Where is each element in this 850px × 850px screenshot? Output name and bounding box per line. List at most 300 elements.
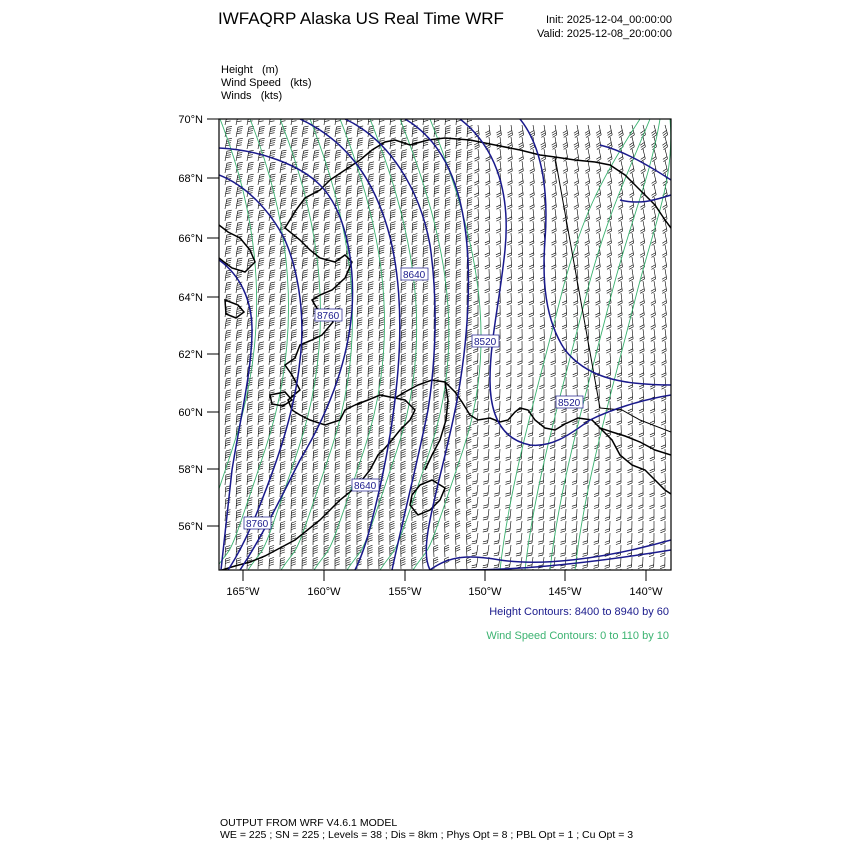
wind-barb: [291, 138, 298, 149]
wind-barb: [225, 282, 231, 293]
wind-barb: [638, 509, 643, 521]
wind-barb: [605, 461, 610, 473]
wind-barb: [485, 281, 490, 293]
wind-barb: [247, 450, 253, 461]
wind-barb: [640, 221, 645, 233]
wind-barb: [529, 305, 534, 317]
wind-barb: [335, 402, 340, 414]
wind-barb: [324, 497, 329, 509]
wind-barb: [529, 209, 534, 221]
wind-barb: [474, 245, 479, 257]
wind-barb: [302, 533, 307, 545]
wind-barb: [507, 317, 512, 329]
wind-barb: [518, 329, 523, 341]
wind-barb: [247, 426, 253, 437]
wind-barb: [485, 257, 490, 269]
wind-barb: [640, 233, 645, 245]
wind-barb: [661, 413, 666, 425]
wind-barb: [574, 173, 579, 185]
wind-barb: [302, 545, 307, 557]
wind-barb: [236, 378, 242, 389]
wind-barb: [302, 294, 308, 305]
wind-barb: [324, 390, 329, 402]
wind-barb: [661, 365, 666, 377]
wind-barb: [280, 174, 287, 185]
wind-barb: [445, 269, 450, 281]
wind-barb: [561, 449, 566, 461]
wind-barb: [269, 258, 275, 269]
wind-barb: [640, 305, 645, 317]
wind-barb: [516, 545, 522, 556]
wind-barb: [357, 533, 362, 545]
wind-barb: [639, 425, 644, 437]
wind-barb: [484, 305, 489, 317]
wind-barb: [357, 342, 362, 354]
wind-barb: [474, 173, 479, 185]
wind-barb: [628, 341, 633, 353]
wind-barb: [638, 497, 643, 509]
wind-barb: [412, 210, 418, 221]
wind-barb: [379, 186, 385, 197]
wind-barb: [247, 414, 253, 425]
wind-barb: [661, 509, 666, 521]
wind-barb: [618, 233, 623, 245]
wind-barb: [539, 377, 544, 389]
wind-barb: [484, 437, 490, 448]
wind-barb: [390, 329, 395, 341]
wind-barb: [302, 473, 307, 485]
wind-barb: [649, 533, 654, 545]
wind-barb: [563, 137, 568, 149]
wind-barb: [506, 389, 511, 401]
contour-label: [401, 268, 428, 281]
wind-barb: [638, 557, 643, 569]
wind-barb: [467, 461, 472, 473]
wind-barb: [280, 258, 286, 269]
wind-barb: [445, 126, 451, 137]
wind-barb: [550, 389, 555, 401]
wind-barb: [627, 533, 632, 545]
wind-barb: [258, 486, 263, 497]
wind-barb: [572, 509, 577, 521]
wind-barb: [574, 197, 579, 209]
wind-barb: [516, 485, 522, 496]
wind-barb: [607, 257, 612, 269]
wind-barb: [225, 366, 231, 377]
wind-barb: [247, 198, 254, 209]
wind-barb: [472, 437, 478, 448]
wind-barb: [516, 569, 522, 580]
wind-barb: [595, 293, 600, 305]
wind-barb: [516, 509, 522, 520]
longitude-axis: [243, 570, 646, 581]
wind-barb: [247, 138, 254, 149]
wind-barb: [280, 198, 286, 209]
wind-barb: [291, 509, 296, 521]
wind-barb: [456, 413, 461, 425]
wind-barb: [618, 305, 623, 317]
wind-barb: [445, 485, 450, 497]
wind-barb: [467, 162, 472, 174]
wind-barb: [607, 149, 612, 162]
wind-barb: [629, 197, 634, 210]
wind-barb: [661, 401, 666, 413]
wind-barb: [606, 389, 611, 401]
wind-barb: [538, 521, 544, 532]
wind-barb: [379, 413, 384, 425]
wind-barb: [640, 137, 645, 150]
wind-barb: [236, 114, 243, 125]
wind-barb: [280, 450, 285, 461]
wind-barb: [423, 365, 428, 377]
wind-barb: [269, 342, 275, 353]
wind-barb: [627, 557, 632, 569]
wind-barb: [518, 257, 523, 269]
wind-barb: [335, 437, 340, 449]
wind-barb: [474, 137, 479, 149]
wind-barb: [661, 473, 666, 485]
wind-barb: [346, 557, 351, 569]
wind-barb: [572, 449, 577, 461]
lat-label: 60°N: [178, 407, 203, 419]
wind-barb: [474, 185, 479, 197]
wind-barb: [225, 354, 231, 365]
wind-barb: [346, 306, 352, 317]
wind-barb: [519, 173, 524, 185]
wind-barb: [390, 126, 396, 137]
wind-barb: [456, 210, 461, 222]
wind-barb: [505, 545, 511, 556]
wind-barb: [639, 389, 644, 401]
wind-barb: [247, 402, 253, 413]
wind-barb: [401, 461, 406, 473]
wind-barb: [594, 509, 599, 521]
wind-barb: [627, 521, 632, 533]
wind-barb: [280, 186, 286, 197]
wind-barb: [357, 497, 362, 509]
wind-barb: [594, 533, 599, 545]
wind-barb: [617, 413, 622, 425]
wind-barb: [594, 557, 600, 568]
wind-barb: [649, 557, 654, 569]
height-contour: [600, 145, 671, 180]
wind-barb: [649, 521, 654, 533]
wind-barb: [258, 258, 264, 269]
lat-label: 58°N: [178, 464, 203, 476]
wind-barb: [368, 258, 374, 269]
wind-barb: [456, 365, 461, 377]
lon-label: 155°W: [388, 586, 422, 598]
wind-barb: [661, 437, 666, 449]
wind-barb: [269, 306, 275, 317]
wind-barb: [390, 389, 395, 401]
wind-barb: [495, 449, 501, 460]
wind-barb: [247, 462, 253, 473]
wind-barb: [485, 125, 490, 137]
wind-barb: [291, 282, 297, 293]
wind-barb: [324, 521, 329, 533]
wind-barb: [236, 354, 242, 365]
wind-barb: [236, 474, 242, 485]
wind-barb: [485, 293, 490, 305]
wind-barb: [529, 233, 534, 245]
wind-barb: [506, 461, 512, 472]
wind-barb: [434, 545, 439, 557]
wind-barb: [313, 533, 318, 545]
wind-contour-legend: Wind Speed Contours: 0 to 110 by 10: [486, 630, 669, 642]
wind-barb: [518, 341, 523, 353]
wind-barb: [650, 425, 655, 437]
wind-barb: [583, 449, 588, 461]
wind-barb: [516, 521, 522, 532]
footer-config: WE = 225 ; SN = 225 ; Levels = 38 ; Dis = 8km ; Phys Opt = 8 ; PBL Opt = 1 ; Cu Opt = 3: [220, 829, 634, 841]
wind-barb: [562, 317, 567, 329]
wind-barb: [280, 509, 285, 521]
wind-barb: [313, 138, 319, 149]
wind-barb: [357, 258, 363, 269]
wind-barb: [639, 401, 644, 413]
wind-barb: [335, 294, 341, 305]
wind-barb: [258, 234, 264, 245]
wind-barb: [455, 545, 460, 557]
wind-barb: [527, 497, 533, 508]
wind-barb: [280, 270, 286, 281]
wind-barb: [390, 282, 395, 294]
wind-barb: [379, 533, 384, 545]
wind-barb: [585, 173, 590, 185]
wind-barb: [313, 150, 319, 161]
wind-barb: [495, 437, 500, 448]
wind-barb: [474, 233, 479, 245]
wind-barb: [390, 341, 395, 353]
wind-barb: [401, 365, 406, 377]
wind-barb: [401, 198, 407, 209]
wind-barb: [346, 449, 351, 461]
wind-barb: [291, 521, 296, 533]
wind-barb: [474, 149, 479, 161]
wind-barb: [445, 198, 450, 210]
wind-barb: [258, 246, 264, 257]
map-area: [182, 114, 671, 581]
wind-barb: [324, 426, 329, 438]
wind-barb: [368, 437, 373, 449]
wind-barb: [335, 509, 340, 521]
wind-barb: [280, 402, 286, 413]
wind-barb: [605, 569, 611, 580]
wind-barb: [368, 377, 373, 389]
lat-label: 56°N: [178, 521, 203, 533]
wind-barb: [324, 342, 330, 353]
wind-barb: [496, 125, 501, 137]
wind-barb: [390, 365, 395, 377]
wind-barb: [335, 461, 340, 473]
wind-barb: [357, 186, 363, 197]
field-height: Height (m): [221, 64, 279, 76]
wind-barb: [456, 473, 461, 485]
height-contour-legend: Height Contours: 8400 to 8940 by 60: [489, 606, 669, 618]
wind-barb: [379, 545, 384, 557]
wind-barb: [496, 269, 501, 281]
wind-barb: [456, 305, 461, 317]
wind-barb: [346, 533, 351, 545]
wind-barb: [517, 413, 522, 425]
wind-barb: [357, 270, 363, 281]
wind-barb: [401, 449, 406, 461]
wind-barb: [225, 438, 231, 449]
wind-barb: [455, 533, 460, 545]
wind-barb: [552, 209, 557, 221]
wind-barb: [561, 461, 566, 473]
wind-barb: [505, 485, 511, 496]
wind-barb: [324, 366, 330, 377]
wind-barb: [662, 137, 667, 150]
wind-barb: [455, 521, 460, 533]
wind-barb: [538, 509, 544, 520]
wind-barb: [357, 413, 362, 425]
wind-barb: [562, 329, 567, 341]
wind-barb: [456, 485, 461, 497]
wind-barb: [552, 197, 557, 209]
wind-barb: [529, 257, 534, 269]
wind-barb: [258, 378, 264, 389]
wind-barb: [456, 162, 461, 174]
wind-barb: [401, 317, 406, 329]
wind-barb: [595, 317, 600, 329]
wind-barb: [401, 258, 406, 270]
wind-barb: [302, 557, 307, 569]
wind-barb: [605, 485, 610, 497]
wind-barb: [335, 270, 341, 281]
wind-barb: [485, 161, 490, 173]
wind-barb: [494, 533, 500, 544]
wind-barb: [517, 389, 522, 401]
wind-barb: [346, 473, 351, 485]
wind-barb: [494, 485, 500, 496]
wind-barb: [357, 210, 363, 221]
wind-barb: [269, 318, 275, 329]
wind-barb: [640, 245, 645, 257]
wind-barb: [423, 353, 428, 365]
wind-barb: [495, 353, 500, 365]
wind-barb: [472, 497, 478, 508]
wind-barb: [585, 137, 590, 150]
wind-barb: [423, 258, 428, 270]
wind-barb: [662, 233, 667, 246]
wind-barb: [651, 269, 656, 281]
wind-barb: [528, 425, 533, 437]
wind-barb: [225, 162, 232, 173]
wind-barb: [247, 126, 254, 137]
wind-barb: [456, 233, 461, 245]
wind-barb: [313, 282, 319, 293]
wind-barb: [269, 486, 274, 498]
wind-barb: [401, 150, 407, 161]
wind-barb: [629, 233, 634, 245]
wind-barb: [494, 545, 500, 556]
wind-barb: [324, 138, 330, 149]
wind-barb: [596, 221, 601, 233]
wind-barb: [662, 317, 667, 329]
wind-barb: [444, 557, 449, 569]
wind-barb: [507, 269, 512, 281]
wind-barb: [467, 473, 472, 485]
wind-barb: [379, 318, 384, 330]
wind-barb: [379, 162, 385, 173]
wind-barb: [401, 234, 407, 245]
wind-barb: [472, 557, 479, 568]
wind-barb: [550, 449, 555, 461]
wind-barb: [485, 173, 490, 185]
wind-barb: [324, 222, 330, 233]
wind-barb: [583, 521, 588, 533]
wind-barb: [269, 498, 274, 510]
wind-barb: [225, 234, 232, 245]
wind-barb: [236, 558, 241, 570]
wind-barb: [472, 521, 478, 532]
wind-barb: [605, 497, 610, 509]
wind-barb: [324, 437, 329, 449]
wind-barb: [467, 389, 472, 401]
wind-barb: [225, 402, 231, 413]
wind-barb: [434, 461, 439, 473]
wind-barb: [401, 557, 406, 569]
wind-barb: [412, 234, 417, 246]
wind-barb: [483, 497, 489, 508]
wind-barb: [401, 485, 406, 497]
wind-barb: [529, 221, 534, 233]
wind-barb: [390, 473, 395, 485]
wind-barb: [357, 354, 362, 366]
wind-barb: [247, 438, 253, 449]
wind-barb: [652, 161, 657, 174]
model-footer: [220, 817, 633, 841]
wind-barb: [506, 449, 511, 460]
wind-barb: [412, 258, 417, 270]
wind-barb: [651, 305, 656, 317]
wind-barb: [401, 377, 406, 389]
wind-barb: [485, 185, 490, 197]
wind-barb: [484, 389, 489, 401]
wind-barb: [638, 569, 643, 581]
wind-barb: [368, 162, 374, 173]
wind-barb: [662, 281, 667, 293]
wind-barb: [483, 521, 489, 532]
wind-barb: [346, 461, 351, 473]
wind-barb: [519, 161, 524, 173]
wind-barb: [445, 210, 450, 222]
wind-barb: [640, 329, 645, 341]
wind-barb: [291, 222, 297, 233]
wind-barb: [650, 377, 655, 389]
wind-barb: [368, 246, 374, 257]
wind-barb: [650, 365, 655, 377]
wind-barb: [518, 197, 523, 209]
wind-barb: [594, 485, 599, 497]
wind-barb: [552, 137, 557, 149]
wind-barb: [466, 545, 471, 557]
wind-barb: [236, 126, 243, 137]
contour-label: [315, 309, 342, 322]
wind-barb: [629, 137, 634, 150]
wind-barb: [472, 449, 478, 460]
wind-barb: [640, 209, 645, 222]
wind-barb: [651, 245, 656, 257]
wind-barb: [618, 209, 623, 221]
wind-barb: [225, 426, 231, 437]
wind-barb: [269, 450, 275, 461]
wind-barb: [379, 234, 385, 245]
wind-barb: [662, 245, 667, 257]
